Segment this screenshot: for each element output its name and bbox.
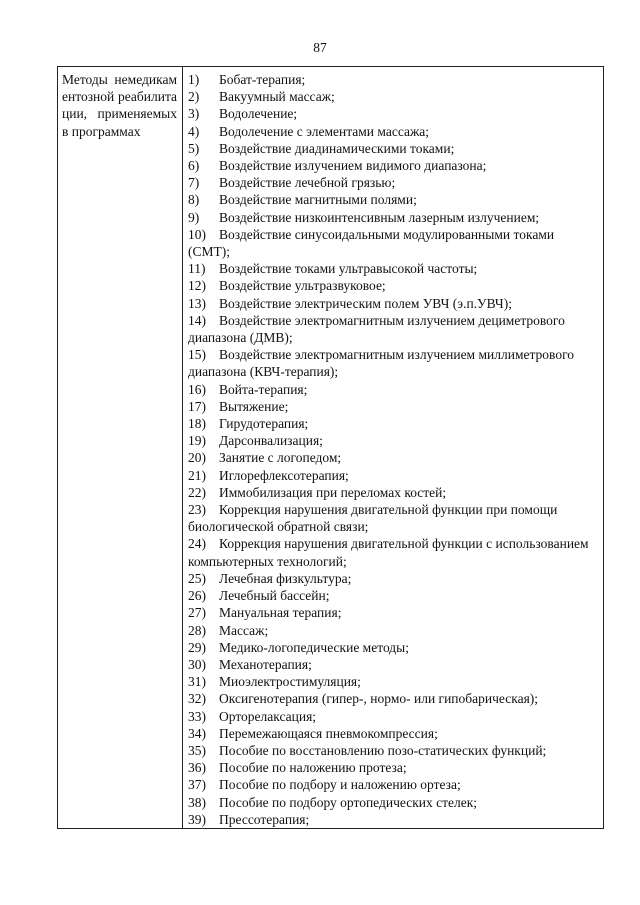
list-item [188,725,597,742]
item-number: 16) [188,381,206,397]
item-text: Иммобилизация при переломах костей; [219,484,447,500]
item-number: 37) [188,777,206,793]
item-number: 28) [188,622,206,638]
list-item [188,140,597,157]
item-text: Коррекция нарушения двигательной функции при помощи биологической обратной связи; [188,502,558,535]
list-item [188,174,597,191]
page-number: 87 [313,40,327,55]
item-number: 1) [188,72,200,87]
item-text: Пособие по подбору ортопедических стелек; [219,794,478,810]
item-number: 19) [188,433,206,449]
item-number: 8) [188,192,200,208]
item-text: Войта-терапия; [219,381,308,397]
item-text: Массаж; [219,622,269,638]
item-number: 20) [188,450,206,466]
item-number: 34) [188,725,206,741]
item-text: Орторелаксация; [219,708,317,724]
item-text: Водолечение с элементами массажа; [219,123,430,139]
item-number: 26) [188,588,206,604]
item-text: Воздействие магнитными полями; [219,192,417,208]
item-text: Перемежающаяся пневмокомпрессия; [219,725,438,741]
item-text: Воздействие синусоидальными модулированными токами (СМТ); [188,226,555,260]
item-number: 4) [188,123,200,139]
list-item [188,432,597,449]
item-text: Воздействие низкоинтенсивным лазерным излучением; [219,209,540,225]
item-number: 18) [188,416,206,432]
item-text: Воздействие электрическим полем УВЧ (э.п.УВЧ); [219,295,512,311]
list-item [188,742,597,759]
item-number: 24) [188,536,206,552]
list-item [188,226,597,260]
item-text: Пособие по восстановлению позо-статических функций; [219,742,547,758]
item-number: 35) [188,742,206,758]
item-text: Миоэлектростимуляция; [219,674,361,690]
list-item [188,277,597,294]
item-text: Воздействие излучением видимого диапазона; [219,158,487,174]
item-number: 36) [188,760,206,776]
item-text: Коррекция нарушения двигательной функции с использованием компьютерных технологий; [188,536,589,569]
item-number: 30) [188,656,206,672]
item-text: Гирудотерапия; [219,416,309,432]
item-text: Мануальная терапия; [219,605,342,621]
item-number: 23) [188,502,206,518]
item-number: 21) [188,467,206,483]
list-item [188,398,597,415]
list-item [188,157,597,174]
list-item [188,656,597,673]
list-item [188,467,597,484]
list-item [188,794,597,811]
row-label: Методы немедикаментозной реабилитации, применяемых в программах [62,72,177,139]
list-item [188,622,597,639]
methods-table [57,66,604,829]
list-item [188,123,597,140]
item-number: 12) [188,278,206,294]
item-text: Бобат-терапия; [219,72,306,87]
list-item [188,105,597,122]
list-item [188,312,597,346]
methods-list [183,67,603,828]
list-item [188,501,597,535]
item-number: 22) [188,484,206,500]
list-item [188,191,597,208]
item-number: 29) [188,639,206,655]
item-number: 15) [188,347,206,363]
list-item [188,811,597,828]
item-text: Лечебная физкультура; [219,570,352,586]
item-number: 27) [188,605,206,621]
item-number: 17) [188,398,206,414]
item-text: Вытяжение; [219,398,289,414]
item-text: Прессотерапия; [219,811,310,827]
list-item [188,209,597,226]
item-number: 31) [188,674,206,690]
list-item [188,260,597,277]
list-item [188,690,597,707]
item-number: 7) [188,175,200,191]
item-text: Вакуумный массаж; [219,89,335,105]
items-cell [183,67,604,829]
list-item [188,415,597,432]
list-item [188,708,597,725]
list-item [188,776,597,793]
item-text: Воздействие электромагнитным излучением дециметрового диапазона (ДМВ); [188,312,565,346]
list-item [188,759,597,776]
list-item [188,604,597,621]
item-text: Занятие с логопедом; [219,450,342,466]
list-item [188,570,597,587]
item-text: Водолечение; [219,106,298,122]
item-number: 10) [188,226,206,242]
list-item [188,295,597,312]
item-text: Воздействие электромагнитным излучением миллиметрового диапазона (КВЧ-терапия); [188,347,575,380]
item-number: 13) [188,295,206,311]
item-number: 5) [188,140,200,156]
list-item [188,639,597,656]
list-item [188,484,597,501]
item-number: 3) [188,106,200,122]
item-text: Дарсонвализация; [219,433,323,449]
list-item [188,346,597,380]
item-text: Воздействие лечебной грязью; [219,175,396,191]
item-text: Воздействие диадинамическими токами; [219,140,455,156]
list-item [188,449,597,466]
item-number: 39) [188,811,206,827]
item-text: Медико-логопедические методы; [219,639,409,655]
item-number: 2) [188,89,200,105]
table-row [58,67,604,829]
list-item [188,673,597,690]
item-number: 32) [188,691,206,707]
list-item [188,88,597,105]
item-number: 11) [188,261,206,277]
item-text: Пособие по подбору и наложению ортеза; [219,777,461,793]
item-text: Иглорефлексотерапия; [219,467,349,483]
item-number: 25) [188,570,206,586]
item-number: 6) [188,158,200,174]
item-number: 14) [188,312,206,328]
list-item [188,71,597,88]
item-text: Лечебный бассейн; [219,588,330,604]
item-number: 33) [188,708,206,724]
item-text: Механотерапия; [219,656,312,672]
label-cell [58,67,183,829]
item-text: Воздействие токами ультравысокой частоты; [219,261,478,277]
item-number: 9) [188,209,200,225]
list-item [188,535,597,569]
list-item [188,587,597,604]
item-number: 38) [188,794,206,810]
item-text: Оксигенотерапия (гипер-, нормо- или гипобарическая); [219,691,539,707]
item-text: Воздействие ультразвуковое; [219,278,386,294]
list-item [188,381,597,398]
item-text: Пособие по наложению протеза; [219,760,407,776]
